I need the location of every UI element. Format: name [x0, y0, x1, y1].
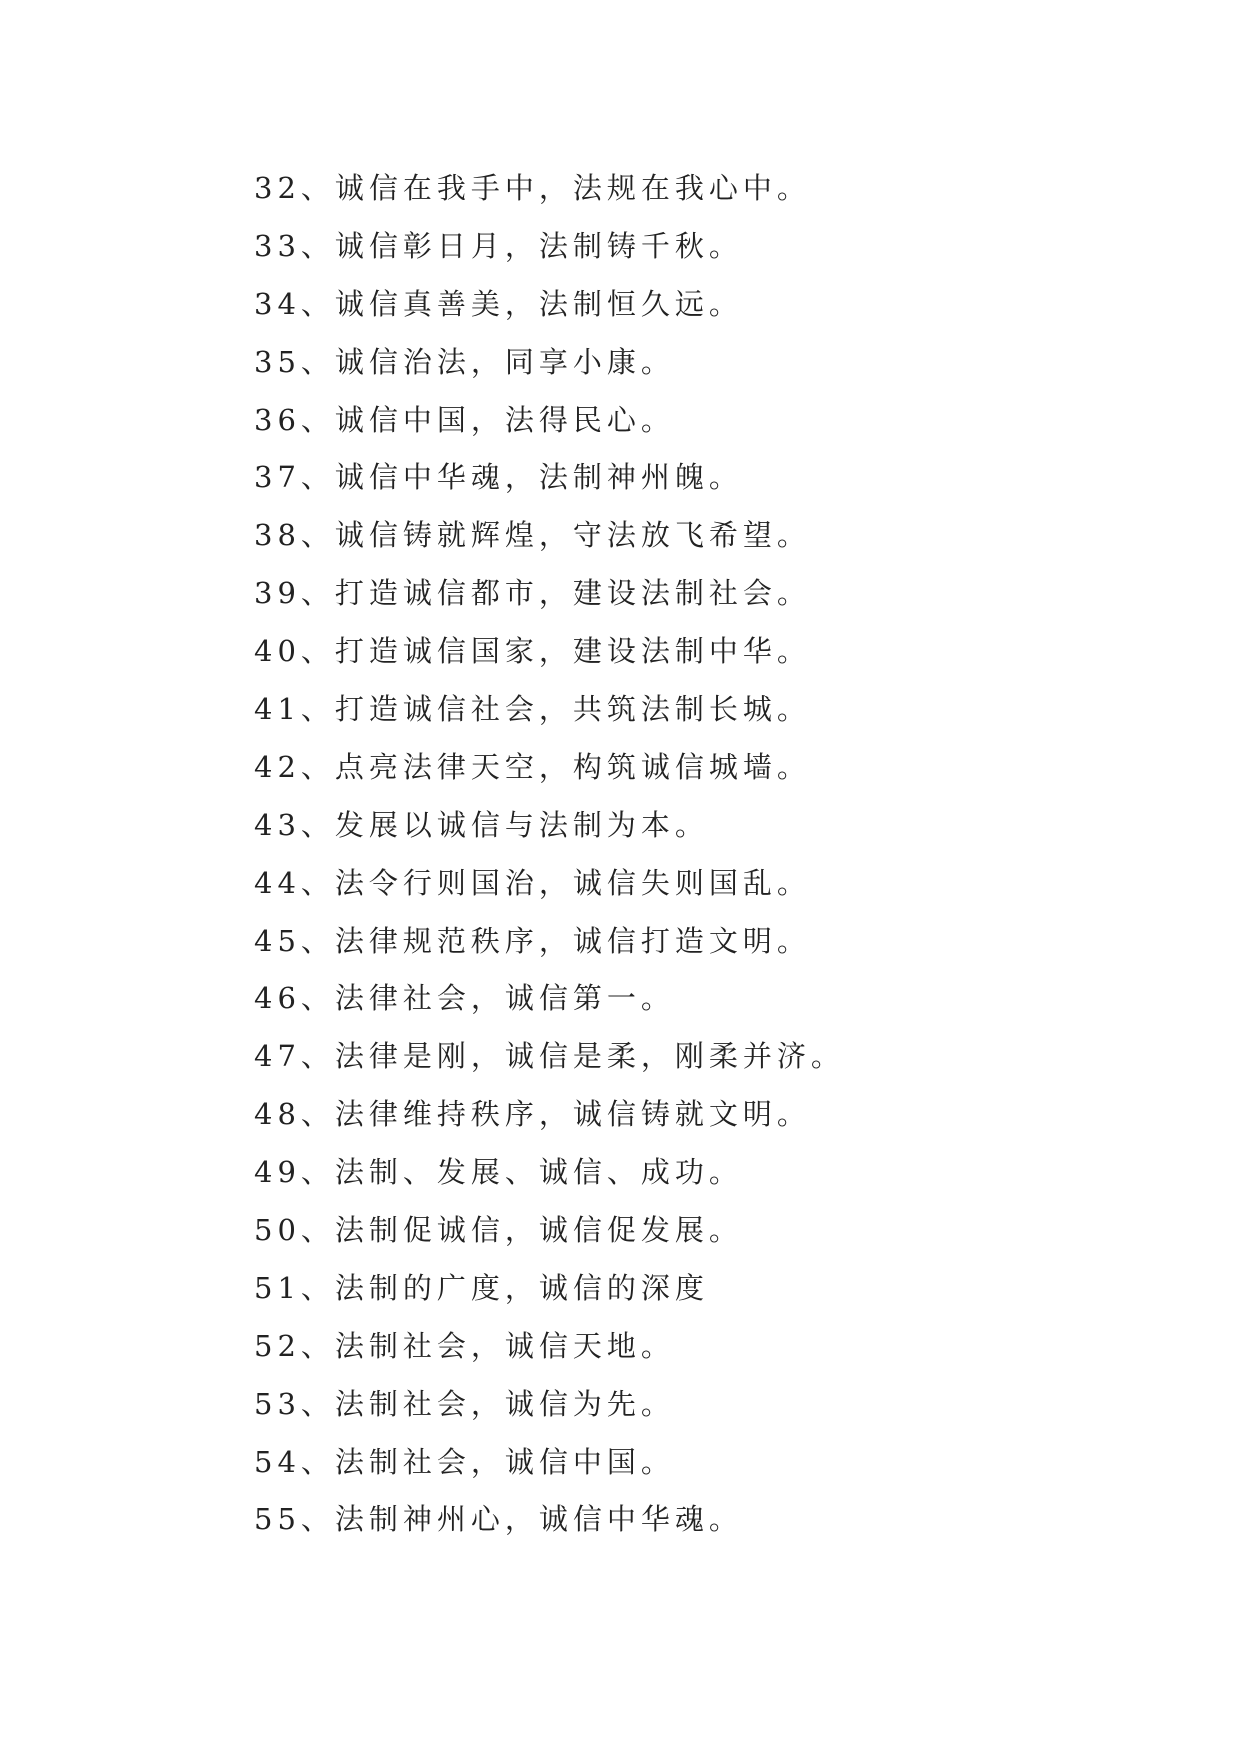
list-item: 52、法制社会，诚信天地。 — [254, 1328, 675, 1363]
list-item: 39、打造诚信都市，建设法制社会。 — [254, 576, 811, 611]
list-item: 44、法令行则国治，诚信失则国乱。 — [254, 865, 811, 900]
list-item: 46、法律社会，诚信第一。 — [254, 981, 675, 1016]
list-item: 41、打造诚信社会，共筑法制长城。 — [254, 692, 811, 727]
list-item: 40、打造诚信国家，建设法制中华。 — [254, 634, 811, 669]
list-item: 35、诚信治法，同享小康。 — [254, 344, 675, 379]
list-item: 36、诚信中国，法得民心。 — [254, 402, 675, 437]
list-item: 38、诚信铸就辉煌，守法放飞希望。 — [254, 518, 811, 553]
list-item: 50、法制促诚信，诚信促发展。 — [254, 1213, 743, 1248]
slogan-list — [254, 160, 845, 1549]
list-item: 51、法制的广度，诚信的深度 — [254, 1270, 709, 1305]
list-item: 54、法制社会，诚信中国。 — [254, 1444, 675, 1479]
list-item: 47、法律是刚，诚信是柔，刚柔并济。 — [254, 1039, 845, 1074]
list-item: 37、诚信中华魂，法制神州魄。 — [254, 460, 743, 495]
list-item: 45、法律规范秩序，诚信打造文明。 — [254, 923, 811, 958]
list-item: 32、诚信在我手中，法规在我心中。 — [254, 171, 811, 205]
list-item: 49、法制、发展、诚信、成功。 — [254, 1155, 743, 1190]
list-item: 55、法制神州心，诚信中华魂。 — [254, 1502, 743, 1537]
list-item: 53、法制社会，诚信为先。 — [254, 1386, 675, 1421]
list-item: 43、发展以诚信与法制为本。 — [254, 807, 709, 842]
list-item: 42、点亮法律天空，构筑诚信城墙。 — [254, 749, 811, 784]
list-item: 34、诚信真善美，法制恒久远。 — [254, 286, 743, 321]
list-item: 33、诚信彰日月，法制铸千秋。 — [254, 228, 743, 263]
list-item: 48、法律维持秩序，诚信铸就文明。 — [254, 1097, 811, 1132]
